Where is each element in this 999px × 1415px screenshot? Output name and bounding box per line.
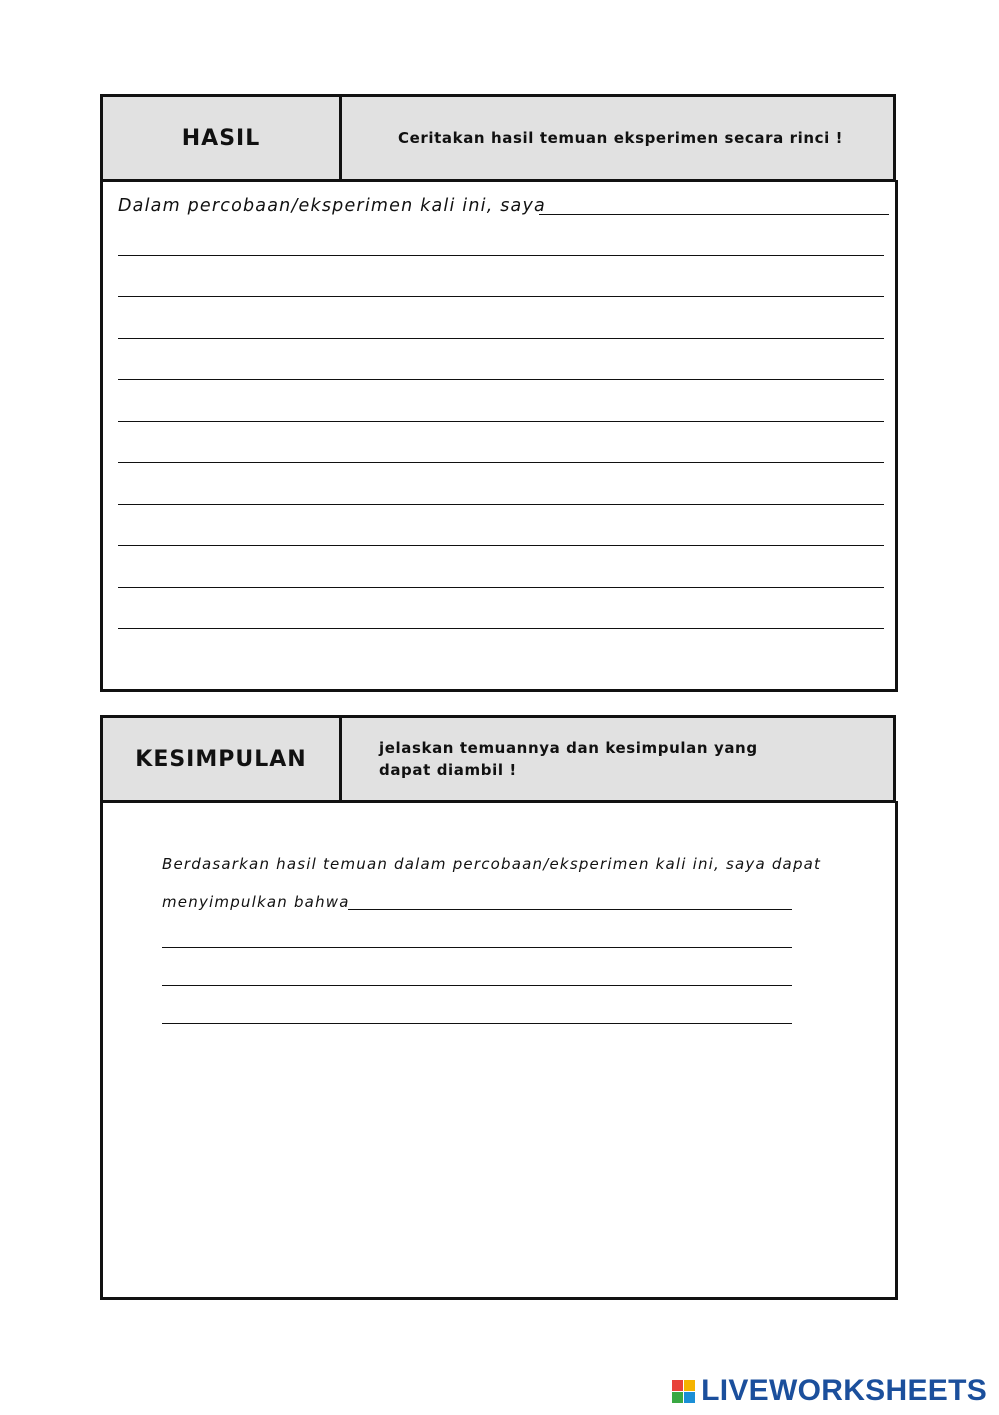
hasil-answer-line[interactable] bbox=[118, 421, 884, 422]
kesimpulan-instruction-text: jelaskan temuannya dan kesimpulan yang dapat diambil ! bbox=[379, 739, 758, 779]
hasil-answer-line[interactable] bbox=[118, 587, 884, 588]
kesimpulan-answer-box bbox=[100, 801, 898, 1300]
hasil-answer-line[interactable] bbox=[118, 504, 884, 505]
kesimpulan-header bbox=[100, 715, 896, 803]
kesimpulan-answer-line[interactable] bbox=[162, 947, 792, 948]
kesimpulan-answer-line[interactable] bbox=[162, 985, 792, 986]
kesimpulan-section bbox=[100, 715, 898, 1300]
logo-square bbox=[672, 1380, 683, 1391]
kesimpulan-instruction bbox=[342, 718, 893, 800]
hasil-answer-line[interactable] bbox=[118, 255, 884, 256]
hasil-answer-line[interactable] bbox=[118, 628, 884, 629]
kesimpulan-answer-line[interactable] bbox=[162, 1023, 792, 1024]
hasil-answer-line[interactable] bbox=[118, 296, 884, 297]
kesimpulan-prompt-line2: menyimpulkan bahwa bbox=[162, 893, 350, 911]
hasil-answer-line[interactable] bbox=[118, 338, 884, 339]
logo-square bbox=[684, 1392, 695, 1403]
hasil-answer-line[interactable] bbox=[118, 462, 884, 463]
hasil-answer-line[interactable] bbox=[118, 379, 884, 380]
hasil-answer-line[interactable] bbox=[118, 545, 884, 546]
brand-name: LIVEWORKSHEETS bbox=[701, 1374, 987, 1407]
liveworksheets-logo-icon bbox=[672, 1380, 695, 1403]
logo-square bbox=[672, 1392, 683, 1403]
hasil-instruction bbox=[342, 97, 893, 179]
kesimpulan-answer-line[interactable] bbox=[348, 909, 792, 910]
logo-square bbox=[684, 1380, 695, 1391]
hasil-answer-box bbox=[100, 180, 898, 692]
kesimpulan-prompt-line1: Berdasarkan hasil temuan dalam percobaan/eksperimen kali ini, saya dapat bbox=[162, 855, 822, 873]
hasil-section bbox=[100, 94, 898, 692]
hasil-prompt: Dalam percobaan/eksperimen kali ini, saya bbox=[118, 196, 546, 216]
hasil-answer-line[interactable] bbox=[539, 214, 889, 215]
hasil-title: HASIL bbox=[103, 97, 342, 179]
kesimpulan-title: KESIMPULAN bbox=[103, 718, 342, 800]
liveworksheets-logo[interactable] bbox=[672, 1372, 987, 1410]
hasil-header bbox=[100, 94, 896, 182]
hasil-instruction-text: Ceritakan hasil temuan eksperimen secara rinci ! bbox=[398, 129, 844, 147]
